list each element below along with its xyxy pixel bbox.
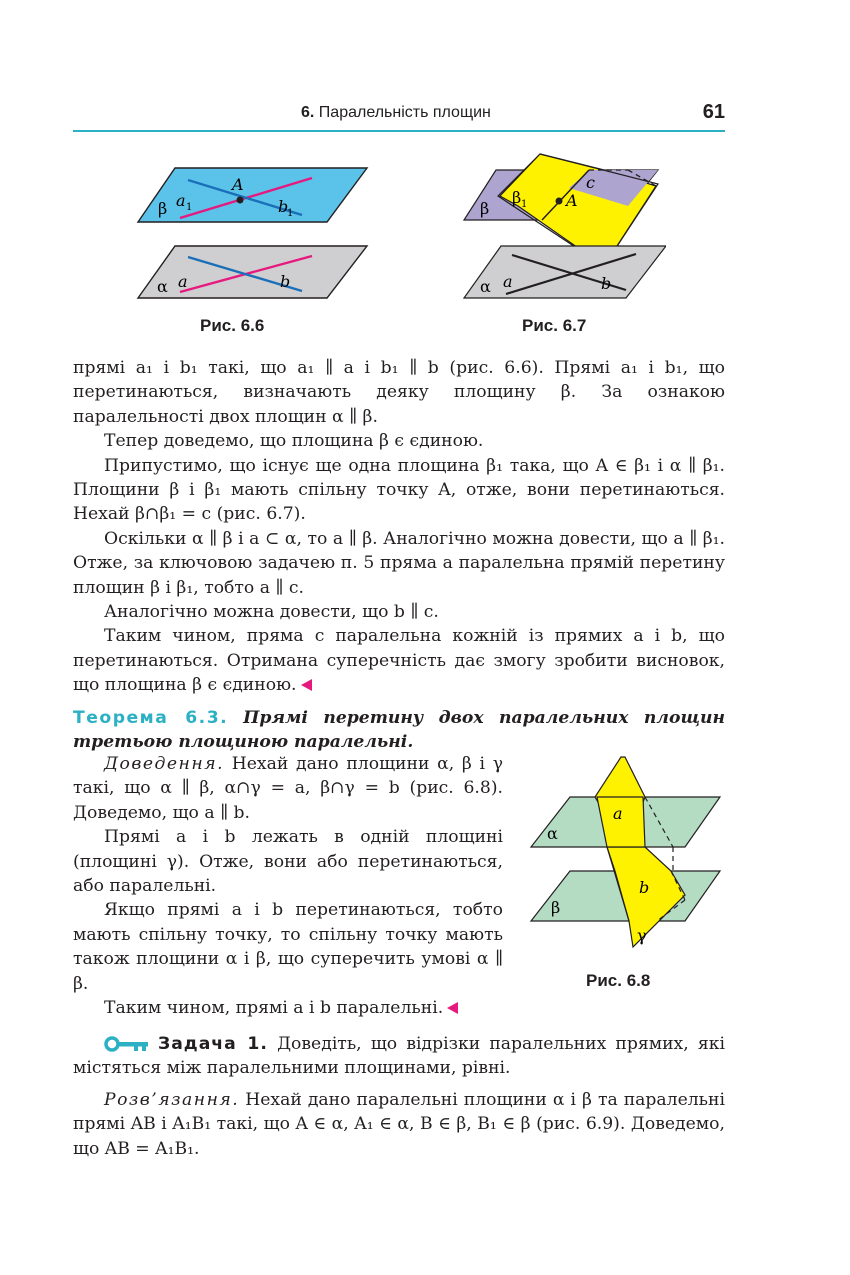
paragraph: прямі a₁ і b₁ такі, що a₁ ∥ a і b₁ ∥ b (рис. 6.6). Прямі a₁ і b₁, що перетинаються, визначають деяку площину β. За ознакою паралельності двох площин α ∥ β. [73,358,725,427]
theorem-text: Прямі перетину двох паралельних площин третьою площиною паралельні. [73,707,725,753]
task-1 [73,1032,725,1081]
key-icon [104,1036,152,1052]
label-alpha: α [547,824,558,843]
label-A: A [232,175,244,194]
figure-6-8 [525,755,725,955]
running-header [73,100,725,130]
proof-label: Доведення. [104,754,225,774]
label-beta: β [480,199,490,218]
point-A [556,198,563,205]
paragraph: Оскільки α ∥ β і a ⊂ α, то a ∥ β. Аналогічно можна довести, що a ∥ β₁. Отже, за ключовою задачею п. 5 пряма a паралельна прямій перетину площин β і β₁, тобто a ∥ c. [73,528,725,598]
paragraph-text: Таким чином, пряма c паралельна кожній із прямих a і b, що перетинаються. Отримана суперечність дає змогу зробити висновок, що площина β є єдиною. [73,626,725,696]
label-a: a [613,804,623,823]
paragraph [73,624,725,697]
paragraph [73,752,503,825]
paragraph: Припустимо, що існує ще одна площина β₁ така, що A ∈ β₁ і α ∥ β₁. Площини β і β₁ мають спільну точку A, отже, вони перетинаються. Нехай β∩β₁ = c (рис. 6.7). [73,455,725,525]
paragraph-text: Доведіть, що відрізки паралельних прямих, які містяться між паралельними площинами, рівні. [73,1034,725,1079]
paragraph-text: Таким чином, прямі a і b паралельні. [104,998,444,1019]
label-beta1: β [512,188,522,207]
label-a1: a [176,191,186,210]
end-of-proof-icon [447,1002,458,1014]
header-rule [73,130,725,132]
solution [73,1088,725,1161]
label-b1-sub: 1 [287,208,294,219]
paragraph-text: Нехай дано площини α, β і γ такі, що α ∥ β, α∩γ = a, β∩γ = b (рис. 6.8). Доведемо, що a ∥ b. [73,754,503,823]
label-a: a [178,272,188,291]
text-block-1 [73,356,725,755]
figure-6-6 [130,160,380,305]
label-b1: b [278,197,289,216]
figure-caption-6-8: Рис. 6.8 [586,971,651,990]
label-beta1-sub: 1 [521,199,528,210]
label-b: b [601,274,612,293]
paragraph: Якщо прямі a і b перетинаються, тобто мають спільну точку, то спільну точку мають також площини α і β, що суперечить умові α ∥ β. [73,900,503,994]
figure-caption-6-6: Рис. 6.6 [200,316,265,335]
point-A [237,197,244,204]
label-a: a [503,272,513,291]
label-beta: β [158,199,168,218]
label-alpha: α [480,277,491,296]
text-block-3 [73,1032,725,1161]
label-a1-sub: 1 [186,202,193,213]
text-block-2 [73,752,503,1020]
label-alpha: α [157,277,168,296]
paragraph: Аналогічно можна довести, що b ∥ c. [104,602,439,623]
figure-6-7 [456,148,666,306]
paragraph: Тепер доведемо, що площина β є єдиною. [104,431,484,452]
page-number: 61 [702,101,725,123]
label-A: A [566,191,578,210]
theorem-6-3 [73,706,725,755]
paragraph: Прямі a і b лежать в одній площині (площині γ). Отже, вони або перетинаються, або паралельні. [73,827,503,897]
paragraph [73,996,503,1020]
solution-label: Розв’язання. [104,1089,240,1110]
theorem-label: Теорема 6.3. [73,707,229,728]
label-c: c [586,173,595,192]
label-gamma: γ [637,926,647,945]
label-b: b [280,272,291,291]
chapter-title: 6. Паралельність площин [301,104,491,121]
figure-caption-6-7: Рис. 6.7 [522,316,587,335]
paragraph-text: Нехай дано паралельні площини α і β та паралельні прямі AB і A₁B₁ такі, що A ∈ α, A₁ ∈ α, B ∈ β, B₁ ∈ β (рис. 6.9). Доведемо, що AB = A₁B₁. [73,1089,725,1159]
label-b: b [639,878,650,897]
end-of-proof-icon [301,679,312,691]
label-beta: β [551,898,561,917]
task-label: Задача 1. [158,1034,268,1054]
